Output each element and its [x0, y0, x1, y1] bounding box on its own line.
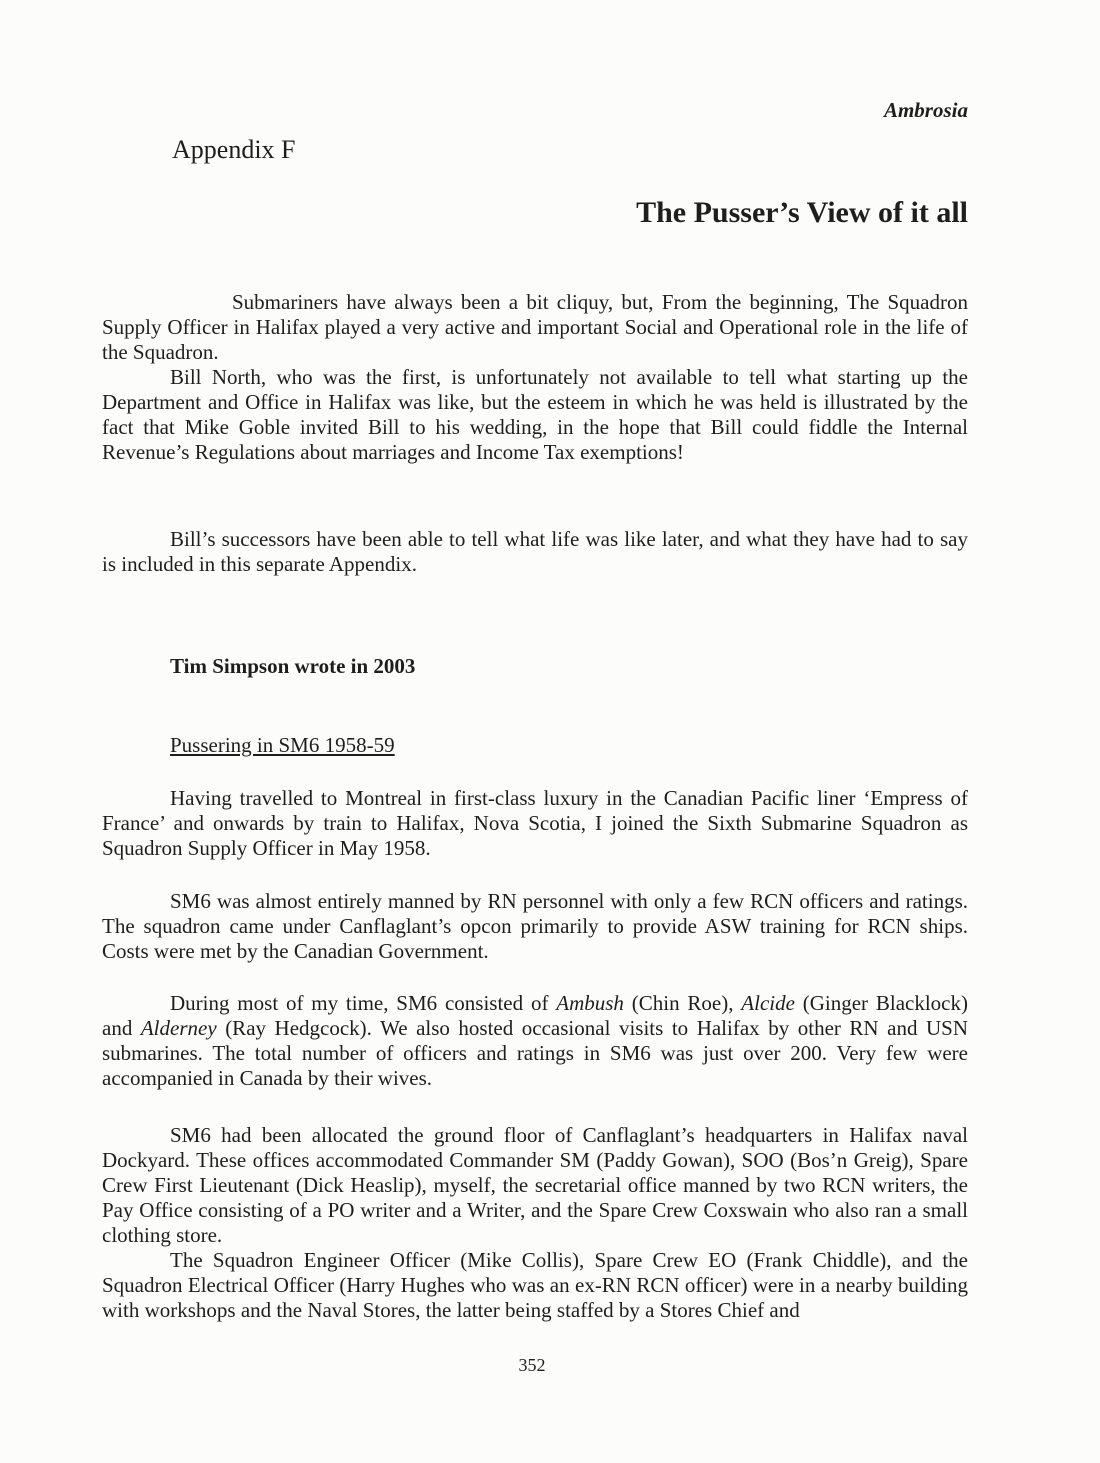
- engineers-paragraph: The Squadron Engineer Officer (Mike Collis), Spare Crew EO (Frank Chiddle), and the Squadron Electrical Officer (Harry Hughes who was an ex-RN RCN officer) were in a nearby building with workshops and the Naval Stores, the latter being staffed by a Stores Chief and: [102, 1248, 968, 1322]
- offices-paragraph: SM6 had been allocated the ground floor of Canflaglant’s headquarters in Halifax naval Dockyard. These offices accommodated Commander SM (Paddy Gowan), SOO (Bos’n Greig), Spare Crew First Lieutenant (Dick Heaslip), myself, the secretarial office manned by two RCN writers, the Pay Office consisting of a PO writer and a Writer, and the Spare Crew Coxswain who also ran a small clothing store.: [102, 1123, 968, 1247]
- page-title: The Pusser’s View of it all: [636, 196, 968, 229]
- montreal-block: [102, 786, 968, 861]
- intro-paragraph-1: Submariners have always been a bit cliquy, but, From the beginning, The Squadron Supply Officer in Halifax played a very active and important Social and Operational role in the life of the Squadron.: [102, 290, 968, 364]
- page-number: 352: [518, 1355, 546, 1375]
- section-title: Pussering in SM6 1958-59: [170, 733, 395, 757]
- manning-paragraph: SM6 was almost entirely manned by RN personnel with only a few RCN officers and ratings. The squadron came under Canflaglant’s opcon primarily to provide ASW training for RCN ships. Costs were met by the Canadian Government.: [102, 889, 968, 963]
- ship-name-ambush: Ambush: [556, 991, 624, 1015]
- ship-name-alderney: Alderney: [140, 1016, 217, 1040]
- intro-block: [102, 290, 968, 465]
- manning-block: [102, 889, 968, 964]
- intro-paragraph-2: Bill North, who was the first, is unfortunately not available to tell what starting up the Department and Office in Halifax was like, but the esteem in which he was held is illustrated by the fact that Mike Goble invited Bill to his wedding, in the hope that Bill could fiddle the Internal Revenue’s Regulations about marriages and Income Tax exemptions!: [102, 365, 968, 464]
- successors-paragraph: Bill’s successors have been able to tell what life was like later, and what they have had to say is included in this separate Appendix.: [102, 527, 968, 576]
- boats-after-ambush: (Chin Roe),: [623, 991, 742, 1015]
- boats-block: [102, 991, 968, 1091]
- boats-lead: During most of my time, SM6 consisted of: [170, 991, 557, 1015]
- montreal-paragraph: Having travelled to Montreal in first-class luxury in the Canadian Pacific liner ‘Empress of France’ and onwards by train to Halifax, Nova Scotia, I joined the Sixth Submarine Squadron as Squadron Supply Officer in May 1958.: [102, 786, 968, 860]
- contributor-heading: Tim Simpson wrote in 2003: [170, 654, 416, 678]
- appendix-label: Appendix F: [172, 135, 296, 164]
- boats-after-alcide: (Ginger Blacklock) and: [102, 991, 968, 1040]
- offices-block: [102, 1123, 968, 1323]
- ship-name-alcide: Alcide: [741, 991, 795, 1015]
- boats-tail: (Ray Hedgcock). We also hosted occasional visits to Halifax by other RN and USN submarines. The total number of officers and ratings in SM6 was just over 200. Very few were accompanied in Canada by their wives.: [102, 1016, 968, 1090]
- successors-block: [102, 527, 968, 577]
- boats-paragraph: [102, 991, 968, 1091]
- running-head: Ambrosia: [883, 98, 968, 122]
